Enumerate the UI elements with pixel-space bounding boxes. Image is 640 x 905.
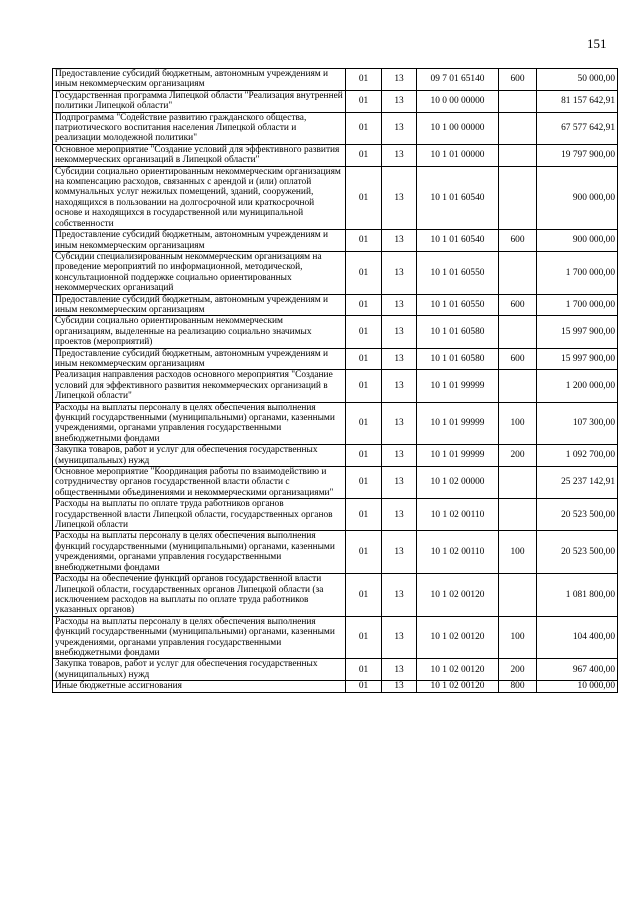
section-cell: 01	[346, 144, 382, 166]
target-code-cell: 10 1 01 60580	[417, 316, 499, 348]
table-row	[53, 348, 618, 370]
expense-type-cell	[499, 467, 537, 499]
section-cell: 01	[346, 467, 382, 499]
section-cell: 01	[346, 370, 382, 402]
expense-type-cell: 800	[499, 681, 537, 692]
expense-name-cell: Субсидии социально ориентированным некоммерческим организациям на компенсацию расходов, связанных с арендой и (или) оплатой коммунальных услуг нежилых помещений, зданий, сооружений, находящихся в пользовании на долгосрочной или краткосрочной основе и находящихся в государственной или муниципальной собственности	[53, 166, 346, 229]
expense-name-cell: Расходы на выплаты персоналу в целях обеспечения выполнения функций государственными (муниципальными) органами, казенными учреждениями, органами управления государственными внебюджетными фондами	[53, 616, 346, 659]
table-row	[53, 69, 618, 91]
section-cell: 01	[346, 69, 382, 91]
subsection-cell: 13	[382, 348, 417, 370]
target-code-cell: 10 1 02 00110	[417, 531, 499, 574]
amount-cell: 15 997 900,00	[537, 316, 618, 348]
amount-cell: 1 200 000,00	[537, 370, 618, 402]
amount-cell: 20 523 500,00	[537, 499, 618, 531]
target-code-cell: 10 1 01 99999	[417, 402, 499, 445]
table-row	[53, 402, 618, 445]
expense-name-cell: Основное мероприятие "Координация работы по взаимодействию и сотрудничеству органов государственной власти области с общественными объединениями и некоммерческими организациями"	[53, 467, 346, 499]
section-cell: 01	[346, 445, 382, 467]
expense-name-cell: Государственная программа Липецкой области "Реализация внутренней политики Липецкой области"	[53, 90, 346, 112]
expense-name-cell: Основное мероприятие "Создание условий для эффективного развития некоммерческих организаций в Липецкой области"	[53, 144, 346, 166]
amount-cell: 104 400,00	[537, 616, 618, 659]
subsection-cell: 13	[382, 681, 417, 692]
section-cell: 01	[346, 659, 382, 681]
table-row	[53, 681, 618, 692]
expense-name-cell: Предоставление субсидий бюджетным, автономным учреждениям и иным некоммерческим организациям	[53, 69, 346, 91]
expense-name-cell: Реализация направления расходов основного мероприятия "Создание условий для эффективного развития некоммерческих организаций в Липецкой области"	[53, 370, 346, 402]
section-cell: 01	[346, 616, 382, 659]
target-code-cell: 10 1 02 00120	[417, 681, 499, 692]
subsection-cell: 13	[382, 166, 417, 229]
table-row	[53, 467, 618, 499]
expense-name-cell: Расходы на выплаты персоналу в целях обеспечения выполнения функций государственными (муниципальными) органами, казенными учреждениями, органами управления государственными внебюджетными фондами	[53, 402, 346, 445]
target-code-cell: 10 1 01 60550	[417, 294, 499, 316]
section-cell: 01	[346, 348, 382, 370]
expense-type-cell: 200	[499, 659, 537, 681]
amount-cell: 967 400,00	[537, 659, 618, 681]
target-code-cell: 10 1 01 60540	[417, 166, 499, 229]
subsection-cell: 13	[382, 112, 417, 144]
expense-type-cell	[499, 144, 537, 166]
budget-table	[52, 68, 618, 693]
target-code-cell: 10 1 01 99999	[417, 370, 499, 402]
table-row	[53, 659, 618, 681]
amount-cell: 25 237 142,91	[537, 467, 618, 499]
subsection-cell: 13	[382, 69, 417, 91]
section-cell: 01	[346, 402, 382, 445]
table-row	[53, 316, 618, 348]
expense-name-cell: Предоставление субсидий бюджетным, автономным учреждениям и иным некоммерческим организациям	[53, 348, 346, 370]
expense-name-cell: Расходы на выплаты по оплате труда работников органов государственной власти Липецкой области, государственных органов Липецкой области	[53, 499, 346, 531]
target-code-cell: 10 1 02 00000	[417, 467, 499, 499]
section-cell: 01	[346, 681, 382, 692]
expense-type-cell	[499, 499, 537, 531]
table-row	[53, 499, 618, 531]
subsection-cell: 13	[382, 467, 417, 499]
expense-type-cell: 600	[499, 230, 537, 252]
expense-type-cell: 100	[499, 402, 537, 445]
subsection-cell: 13	[382, 316, 417, 348]
expense-type-cell	[499, 112, 537, 144]
table-row	[53, 230, 618, 252]
target-code-cell: 10 1 02 00110	[417, 499, 499, 531]
expense-name-cell: Субсидии социально ориентированным некоммерческим организациям, выделенные на реализацию социально значимых проектов (мероприятий)	[53, 316, 346, 348]
amount-cell: 1 081 800,00	[537, 574, 618, 617]
expense-name-cell: Подпрограмма "Содействие развитию гражданского общества, патриотического воспитания населения Липецкой области и реализации молодежной политики"	[53, 112, 346, 144]
amount-cell: 900 000,00	[537, 166, 618, 229]
target-code-cell: 10 1 01 60540	[417, 230, 499, 252]
expense-type-cell: 200	[499, 445, 537, 467]
target-code-cell: 10 1 02 00120	[417, 659, 499, 681]
expense-name-cell: Расходы на выплаты персоналу в целях обеспечения выполнения функций государственными (муниципальными) органами, казенными учреждениями, органами управления государственными внебюджетными фондами	[53, 531, 346, 574]
amount-cell: 107 300,00	[537, 402, 618, 445]
expense-name-cell: Предоставление субсидий бюджетным, автономным учреждениям и иным некоммерческим организациям	[53, 294, 346, 316]
table-row	[53, 166, 618, 229]
section-cell: 01	[346, 90, 382, 112]
section-cell: 01	[346, 251, 382, 294]
expense-type-cell	[499, 370, 537, 402]
subsection-cell: 13	[382, 294, 417, 316]
expense-name-cell: Закупка товаров, работ и услуг для обеспечения государственных (муниципальных) нужд	[53, 659, 346, 681]
subsection-cell: 13	[382, 574, 417, 617]
table-row	[53, 294, 618, 316]
expense-type-cell	[499, 166, 537, 229]
target-code-cell: 10 1 01 00000	[417, 144, 499, 166]
amount-cell: 1 700 000,00	[537, 294, 618, 316]
target-code-cell: 10 1 00 00000	[417, 112, 499, 144]
expense-type-cell: 600	[499, 69, 537, 91]
table-row	[53, 616, 618, 659]
expense-type-cell: 100	[499, 616, 537, 659]
amount-cell: 10 000,00	[537, 681, 618, 692]
subsection-cell: 13	[382, 90, 417, 112]
subsection-cell: 13	[382, 402, 417, 445]
section-cell: 01	[346, 499, 382, 531]
expense-type-cell: 600	[499, 294, 537, 316]
amount-cell: 19 797 900,00	[537, 144, 618, 166]
target-code-cell: 10 1 01 99999	[417, 445, 499, 467]
amount-cell: 50 000,00	[537, 69, 618, 91]
section-cell: 01	[346, 112, 382, 144]
section-cell: 01	[346, 574, 382, 617]
expense-type-cell	[499, 90, 537, 112]
target-code-cell: 10 1 02 00120	[417, 574, 499, 617]
expense-type-cell	[499, 316, 537, 348]
table-row	[53, 112, 618, 144]
target-code-cell: 10 1 01 60580	[417, 348, 499, 370]
expense-type-cell	[499, 251, 537, 294]
table-row	[53, 445, 618, 467]
budget-table-body	[53, 69, 618, 693]
subsection-cell: 13	[382, 144, 417, 166]
subsection-cell: 13	[382, 499, 417, 531]
subsection-cell: 13	[382, 230, 417, 252]
section-cell: 01	[346, 294, 382, 316]
expense-name-cell: Расходы на обеспечение функций органов государственной власти Липецкой области, государственных органов Липецкой области (за исключением расходов на выплаты по оплате труда работников указанных органов)	[53, 574, 346, 617]
section-cell: 01	[346, 166, 382, 229]
section-cell: 01	[346, 531, 382, 574]
expense-name-cell: Предоставление субсидий бюджетным, автономным учреждениям и иным некоммерческим организациям	[53, 230, 346, 252]
subsection-cell: 13	[382, 445, 417, 467]
page-number: 151	[587, 36, 607, 51]
amount-cell: 1 092 700,00	[537, 445, 618, 467]
target-code-cell: 10 1 01 60550	[417, 251, 499, 294]
target-code-cell: 10 1 02 00120	[417, 616, 499, 659]
expense-type-cell: 600	[499, 348, 537, 370]
amount-cell: 20 523 500,00	[537, 531, 618, 574]
expense-type-cell	[499, 574, 537, 617]
section-cell: 01	[346, 316, 382, 348]
expense-name-cell: Иные бюджетные ассигнования	[53, 681, 346, 692]
amount-cell: 15 997 900,00	[537, 348, 618, 370]
target-code-cell: 09 7 01 65140	[417, 69, 499, 91]
table-row	[53, 144, 618, 166]
subsection-cell: 13	[382, 531, 417, 574]
amount-cell: 900 000,00	[537, 230, 618, 252]
subsection-cell: 13	[382, 370, 417, 402]
table-row	[53, 531, 618, 574]
amount-cell: 1 700 000,00	[537, 251, 618, 294]
table-row	[53, 574, 618, 617]
section-cell: 01	[346, 230, 382, 252]
expense-name-cell: Закупка товаров, работ и услуг для обеспечения государственных (муниципальных) нужд	[53, 445, 346, 467]
amount-cell: 67 577 642,91	[537, 112, 618, 144]
subsection-cell: 13	[382, 616, 417, 659]
subsection-cell: 13	[382, 659, 417, 681]
subsection-cell: 13	[382, 251, 417, 294]
amount-cell: 81 157 642,91	[537, 90, 618, 112]
expense-name-cell: Субсидии специализированным некоммерческим организациям на проведение мероприятий по информационной, методической, консультационной поддержке социально ориентированных некоммерческих организаций	[53, 251, 346, 294]
table-row	[53, 251, 618, 294]
target-code-cell: 10 0 00 00000	[417, 90, 499, 112]
table-row	[53, 90, 618, 112]
expense-type-cell: 100	[499, 531, 537, 574]
table-row	[53, 370, 618, 402]
